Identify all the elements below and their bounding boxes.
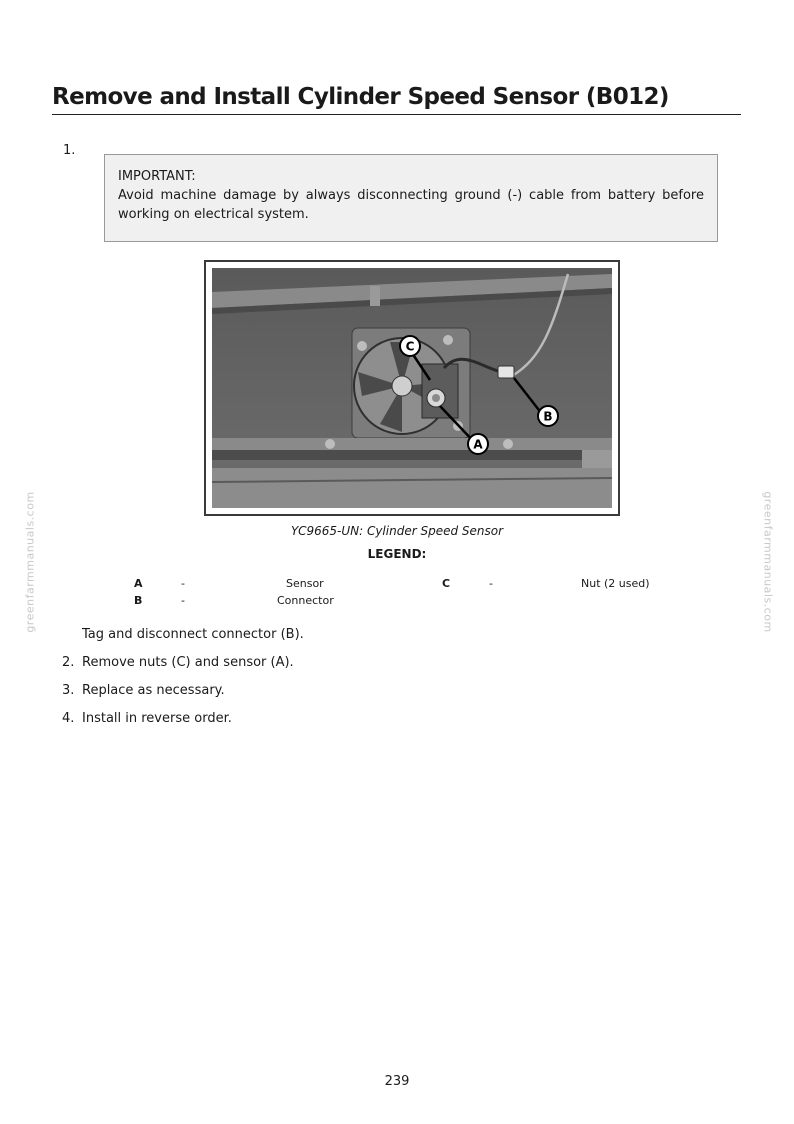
legend-title: LEGEND:	[367, 547, 427, 561]
sensor-photo	[212, 268, 612, 508]
step-4-text: Install in reverse order.	[82, 711, 232, 726]
legend-dash-c: -	[489, 577, 493, 590]
callout-c-label: C	[405, 339, 415, 354]
figure-frame	[204, 260, 620, 516]
step-2-number: 2.	[62, 655, 75, 670]
important-text: Avoid machine damage by always disconnecting ground (-) cable from battery before working on electrical system.	[118, 188, 704, 222]
step-1-text: Tag and disconnect connector (B).	[82, 627, 304, 642]
legend-dash-a: -	[181, 577, 185, 590]
important-notice	[104, 154, 718, 242]
watermark-right: greenfarmmanuals.com	[761, 491, 775, 633]
callout-b-label: B	[543, 409, 553, 424]
important-heading: IMPORTANT:	[118, 169, 196, 184]
legend-label-b: Connector	[277, 594, 334, 607]
callout-a-label: A	[473, 437, 483, 452]
step-3-number: 3.	[62, 683, 75, 698]
watermark-left: greenfarmmanuals.com	[23, 491, 37, 633]
figure-caption: YC9665-UN: Cylinder Speed Sensor	[290, 524, 504, 538]
step-4-number: 4.	[62, 711, 75, 726]
step-2-text: Remove nuts (C) and sensor (A).	[82, 655, 294, 670]
legend-dash-b: -	[181, 594, 185, 607]
legend-key-a: A	[134, 577, 143, 590]
page-number: 239	[384, 1074, 410, 1089]
legend-label-c: Nut (2 used)	[581, 577, 650, 590]
legend-key-c: C	[442, 577, 451, 590]
legend-key-b: B	[134, 594, 143, 607]
step-1-number: 1.	[63, 143, 76, 158]
page-title: Remove and Install Cylinder Speed Sensor (B012)	[52, 84, 741, 115]
step-3-text: Replace as necessary.	[82, 683, 225, 698]
legend-label-a: Sensor	[286, 577, 324, 590]
